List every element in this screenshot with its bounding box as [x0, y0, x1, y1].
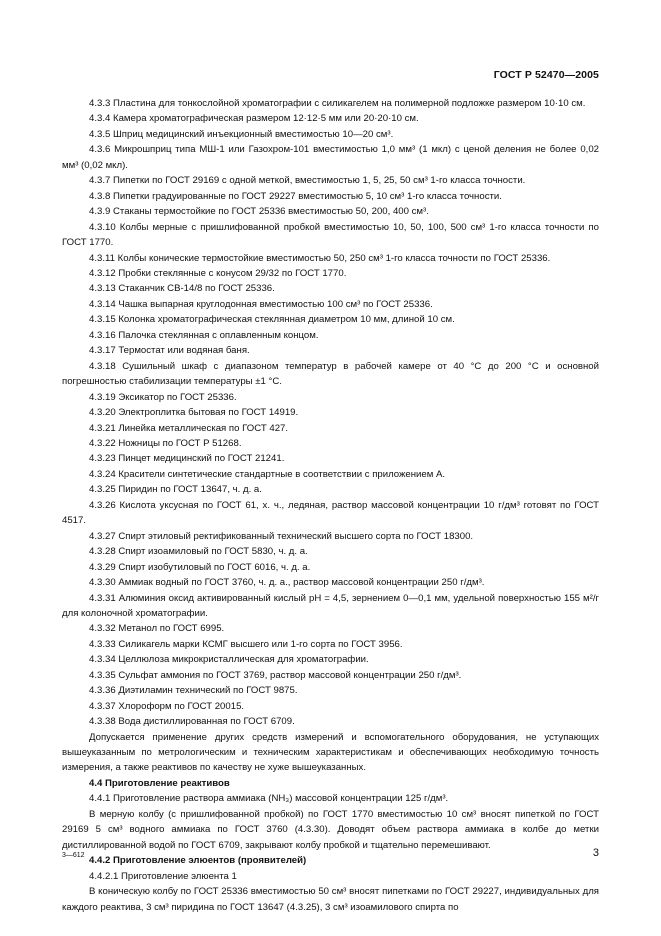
clause-4-3-5: 4.3.5 Шприц медицинский инъекционный вместимостью 10—20 см³.: [89, 128, 394, 140]
clause-4-3-9: 4.3.9 Стаканы термостойкие по ГОСТ 25336 вместимостью 50, 200, 400 см³.: [89, 206, 429, 218]
clause-4-3-29: 4.3.29 Спирт изобутиловый по ГОСТ 6016, ч. д. а.: [89, 561, 311, 573]
clause-4-3-7: 4.3.7 Пипетки по ГОСТ 29169 с одной меткой, вместимостью 1, 5, 25, 50 см³ 1-го класса точности.: [89, 175, 526, 187]
section-heading-4-4-2: 4.4.2 Приготовление элюентов (проявителей): [89, 855, 307, 867]
clause-4-3-36: 4.3.36 Диэтиламин технический по ГОСТ 9875.: [89, 685, 298, 697]
clause-4-3-8: 4.3.8 Пипетки градуированные по ГОСТ 29227 вместимостью 5, 10 см³ 1-го класса точности.: [89, 190, 502, 202]
clause-4-3-11: 4.3.11 Колбы конические термостойкие вместимостью 50, 250 см³ 1-го класса точности по ГОСТ 25336.: [89, 252, 551, 264]
clause-4-3-21: 4.3.21 Линейка металлическая по ГОСТ 427.: [89, 422, 289, 434]
clause-4-3-15: 4.3.15 Колонка хроматографическая стеклянная диаметром 10 мм, длиной 10 см.: [89, 314, 455, 326]
clause-4-3-28: 4.3.28 Спирт изоамиловый по ГОСТ 5830, ч. д. а.: [89, 546, 308, 558]
clause-4-3-13: 4.3.13 Стаканчик СВ-14/8 по ГОСТ 25336.: [89, 283, 275, 295]
clause-4-3-20: 4.3.20 Электроплитка бытовая по ГОСТ 14919.: [89, 407, 299, 419]
clause-4-3-30: 4.3.30 Аммиак водный по ГОСТ 3760, ч. д. а., раствор массовой концентрации 250 г/дм³.: [89, 577, 485, 589]
clause-4-3-18: 4.3.18 Сушильный шкаф с диапазоном температур в рабочей камере от 40 °С до 200 °С и основной погрешностью стабилизации температуры ±1 °С.: [62, 360, 599, 388]
clause-4-3-33: 4.3.33 Силикагель марки КСМГ высшего или 1-го сорта по ГОСТ 3956.: [89, 638, 403, 650]
section-heading-4-4: 4.4 Приготовление реактивов: [89, 777, 230, 789]
eluent-1-procedure: В коническую колбу по ГОСТ 25336 вместимостью 50 см³ вносят пипетками по ГОСТ 29227, индивидуальных для каждого реактива, 3 см³ пиридина по ГОСТ 13647 (4.3.25), 3 см³ изоамилового спирта по: [62, 886, 599, 913]
clause-4-3-19: 4.3.19 Эксикатор по ГОСТ 25336.: [89, 391, 237, 403]
print-code: 3—612: [62, 852, 85, 859]
clause-4-3-23: 4.3.23 Пинцет медицинский по ГОСТ 21241.: [89, 453, 285, 465]
clause-4-3-31: 4.3.31 Алюминия оксид активированный кислый pH = 4,5, зернением 0—0,1 мм, удельной поверхностью 155 м²/г для колоночной хроматографии.: [62, 592, 599, 619]
clause-4-4-2-1: 4.4.2.1 Приготовление элюента 1: [89, 870, 237, 882]
clause-4-3-32: 4.3.32 Метанол по ГОСТ 6995.: [89, 623, 225, 635]
clause-4-3-35: 4.3.35 Сульфат аммония по ГОСТ 3769, раствор массовой концентрации 250 г/дм³.: [89, 669, 462, 681]
clause-4-3-12: 4.3.12 Пробки стеклянные с конусом 29/32 по ГОСТ 1770.: [89, 267, 347, 279]
clause-4-3-27: 4.3.27 Спирт этиловый ректификованный технический высшего сорта по ГОСТ 18300.: [89, 530, 474, 542]
clause-4-3-24: 4.3.24 Красители синтетические стандартные в соответствии с приложением А.: [89, 468, 446, 480]
clause-4-3-25: 4.3.25 Пиридин по ГОСТ 13647, ч. д. а.: [89, 484, 262, 496]
clause-4-3-38: 4.3.38 Вода дистиллированная по ГОСТ 6709.: [89, 716, 295, 728]
clause-4-3-16: 4.3.16 Палочка стеклянная с оплавленным концом.: [89, 329, 319, 341]
clause-4-3-3: 4.3.3 Пластина для тонкослойной хроматографии с силикагелем на полимерной подложке размером 10·10 см.: [89, 98, 586, 109]
clause-4-3-14: 4.3.14 Чашка выпарная круглодонная вместимостью 100 см³ по ГОСТ 25336.: [89, 298, 433, 310]
document-body: [62, 96, 599, 915]
clause-4-3-22: 4.3.22 Ножницы по ГОСТ Р 51268.: [89, 437, 242, 449]
clause-4-3-17: 4.3.17 Термостат или водяная баня.: [89, 345, 250, 357]
clause-4-3-34: 4.3.34 Целлюлоза микрокристаллическая для хроматографии.: [89, 654, 369, 666]
clause-4-3-37: 4.3.37 Хлороформ по ГОСТ 20015.: [89, 700, 245, 712]
clause-4-3-26: 4.3.26 Кислота уксусная по ГОСТ 61, х. ч., ледяная, раствор массовой концентрации 10 г/дм³ готовят по ГОСТ 4517.: [62, 499, 599, 527]
standard-designation: ГОСТ Р 52470—2005: [493, 69, 599, 81]
clause-4-3-10: 4.3.10 Колбы мерные с пришлифованной пробкой вместимостью 10, 50, 100, 500 см³ 1-го класса точности по ГОСТ 1770.: [62, 221, 599, 249]
equipment-substitution-note: Допускается применение других средств измерений и вспомогательного оборудования, не уступающих вышеуказанным по метрологическим и техническим характеристикам и обеспечивающих необходимую точность измерения, а также реактивов по качеству не хуже вышеуказанных.: [62, 731, 599, 774]
clause-4-3-6: 4.3.6 Микрошприц типа МШ-1 или Газохром-101 вместимостью 1,0 мм³ (1 мкл) с ценой деления не более 0,02 мм³ (0,02 мкл).: [62, 144, 599, 171]
page-number: 3: [592, 847, 599, 859]
clause-4-4-1: 4.4.1 Приготовление раствора аммиака (NH₃) массовой концентрации 125 г/дм³.: [89, 793, 449, 805]
ammonia-procedure: В мерную колбу (с пришлифованной пробкой) по ГОСТ 1770 вместимостью 10 см³ вносят пипеткой по ГОСТ 29169 5 см³ водного аммиака по ГОСТ 3760 (4.3.30). Доводят объем раствора аммиака в колбе до метки дистиллированной водой по ГОСТ 6709, закрывают колбу пробкой и тщательно перемешивают.: [62, 808, 599, 851]
clause-4-3-4: 4.3.4 Камера хроматографическая размером 12·12·5 мм или 20·20·10 см.: [89, 113, 419, 125]
